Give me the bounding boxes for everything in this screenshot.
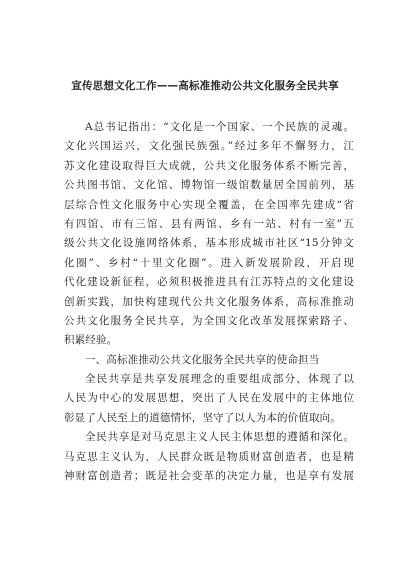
body-text-line: 一、高标准推动公共文化服务全民共享的使命担当 bbox=[85, 353, 320, 366]
body-text-line: 创新实践，加快构建现代公共文化服务体系，高标准推动 bbox=[64, 295, 354, 308]
body-text-line: 积累经验。 bbox=[64, 334, 118, 347]
body-text-line: 全民共享是对马克思主义人民主体思想的遵循和深化。 bbox=[85, 431, 354, 444]
body-text-line: 文化兴国运兴，文化强民族强。”经过多年不懈努力，江 bbox=[64, 140, 354, 153]
body-text-line: 彰显了人民至上的道德情怀，坚守了以人为本的价值取向。 bbox=[64, 411, 341, 424]
body-text-line: 全民共享是共享发展理念的重要组成部分，体现了以 bbox=[85, 373, 354, 386]
body-text-line: 化圈”、乡村“十里文化圈”。进入新发展阶段，开启现 bbox=[64, 256, 354, 269]
body-text-line: 马克思主义认为，人民群众既是物质财富创造者，也是精 bbox=[64, 450, 354, 463]
body-text-line: 级公共文化设施网络体系，基本形成城市社区“15分钟文 bbox=[64, 237, 354, 250]
body-text-line: 公共图书馆、文化馆、博物馆一级馆数量居全国前列，基 bbox=[64, 179, 354, 192]
body-text-line: 有四馆、市有三馆、县有两馆、乡有一站、村有一室”五 bbox=[64, 217, 354, 230]
body-text-line: 苏文化建设取得巨大成就，公共文化服务体系不断完善， bbox=[64, 159, 354, 172]
document-title: 宣传思想文化工作——高标准推动公共文化服务全民共享 bbox=[71, 80, 339, 92]
body-text-line: 代化建设新征程，必须积极推进具有江苏特点的文化建设 bbox=[64, 276, 354, 289]
body-text-line: 神财富创造者；既是社会变革的决定力量，也是享有发展 bbox=[64, 470, 354, 483]
body-text-line: 人民为中心的发展思想，突出了人民在发展中的主体地位 bbox=[64, 392, 354, 405]
body-text-line: 层综合性文化服务中心实现全覆盖，在全国率先建成“省 bbox=[64, 198, 354, 211]
document-body bbox=[64, 118, 354, 486]
body-text-line: 公共文化服务全民共享，为全国文化改革发展探索路子、 bbox=[64, 314, 354, 327]
body-text-line: A总书记指出：“文化是一个国家、一个民族的灵魂。 bbox=[85, 121, 354, 133]
